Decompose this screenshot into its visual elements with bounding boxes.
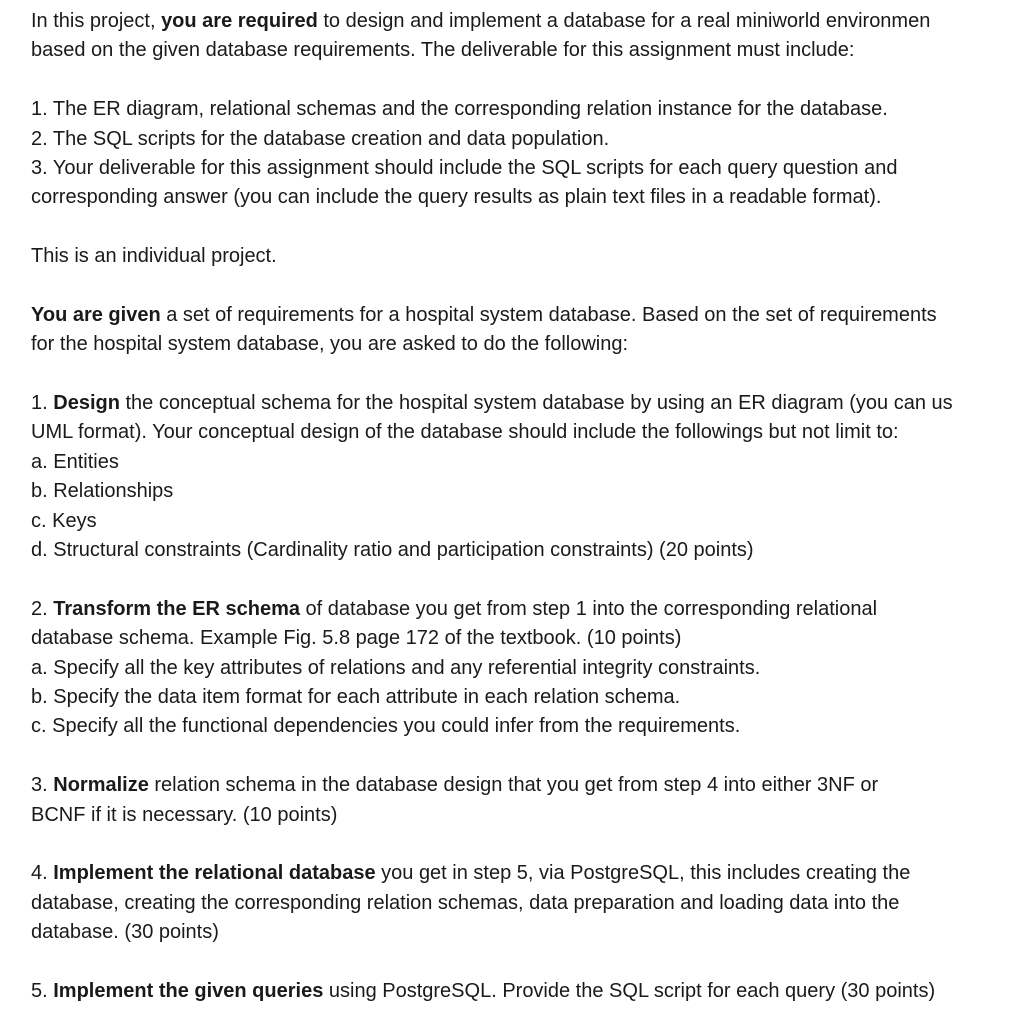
given-line-2: for the hospital system database, you are asked to do the following: bbox=[31, 333, 629, 356]
spacer bbox=[31, 948, 1024, 977]
step-4-line-1: 4. Implement the relational database you get in step 5, via PostgreSQL, this includes creating the bbox=[31, 862, 911, 885]
step-2-subitem: c. Specify all the functional dependencies you could infer from the requirements. bbox=[31, 715, 741, 738]
step-3-line-2: BCNF if it is necessary. (10 points) bbox=[31, 803, 338, 826]
spacer bbox=[31, 742, 1024, 771]
step-2-line-2: database schema. Example Fig. 5.8 page 172 of the textbook. (10 points) bbox=[31, 627, 682, 650]
step-2-subitem: a. Specify all the key attributes of relations and any referential integrity constraints. bbox=[31, 656, 761, 679]
step-4-line-3: database. (30 points) bbox=[31, 921, 219, 944]
step-5-line-1: 5. Implement the given queries using PostgreSQL. Provide the SQL script for each query (30 points) bbox=[31, 979, 936, 1002]
deliverable-item: 3. Your deliverable for this assignment should include the SQL scripts for each query question and bbox=[31, 156, 898, 179]
step-1-subitem: a. Entities bbox=[31, 450, 119, 473]
intro-line-1: In this project, you are required to design and implement a database for a real miniworld environmen bbox=[31, 10, 931, 32]
step-1-line-2: UML format). Your conceptual design of the database should include the followings but not limit to: bbox=[31, 421, 899, 444]
document-body bbox=[31, 7, 1024, 1006]
spacer bbox=[31, 360, 1024, 389]
spacer bbox=[31, 66, 1024, 95]
spacer bbox=[31, 565, 1024, 594]
given-emphasis: You are given bbox=[31, 303, 161, 326]
step-3-title: Normalize bbox=[53, 774, 149, 797]
step-4-title: Implement the relational database bbox=[53, 862, 376, 885]
spacer bbox=[31, 213, 1024, 242]
step-1-subitem: b. Relationships bbox=[31, 480, 174, 503]
spacer bbox=[31, 830, 1024, 859]
step-2-line-1: 2. Transform the ER schema of database you get from step 1 into the corresponding relational bbox=[31, 597, 878, 620]
deliverable-item: 2. The SQL scripts for the database creation and data population. bbox=[31, 127, 610, 150]
step-1-subitem: c. Keys bbox=[31, 509, 97, 532]
individual-project-note: This is an individual project. bbox=[31, 245, 277, 268]
spacer bbox=[31, 272, 1024, 301]
required-emphasis: you are required bbox=[161, 10, 318, 32]
intro-line-2: based on the given database requirements. The deliverable for this assignment must include: bbox=[31, 39, 855, 62]
step-2-title: Transform the ER schema bbox=[53, 597, 300, 620]
step-1-line-1: 1. Design the conceptual schema for the hospital system database by using an ER diagram (you can us bbox=[31, 392, 953, 415]
given-line-1: You are given a set of requirements for a hospital system database. Based on the set of requirements bbox=[31, 303, 937, 326]
step-2-subitem: b. Specify the data item format for each attribute in each relation schema. bbox=[31, 685, 681, 708]
deliverable-item-continued: corresponding answer (you can include the query results as plain text files in a readable format). bbox=[31, 186, 882, 209]
step-5-title: Implement the given queries bbox=[53, 979, 324, 1002]
deliverable-item: 1. The ER diagram, relational schemas and the corresponding relation instance for the database. bbox=[31, 98, 888, 121]
step-4-line-2: database, creating the corresponding relation schemas, data preparation and loading data into the bbox=[31, 891, 900, 914]
step-1-title: Design bbox=[53, 392, 120, 415]
step-1-subitem: d. Structural constraints (Cardinality ratio and participation constraints) (20 points) bbox=[31, 539, 754, 562]
step-3-line-1: 3. Normalize relation schema in the database design that you get from step 4 into either 3NF or bbox=[31, 774, 879, 797]
